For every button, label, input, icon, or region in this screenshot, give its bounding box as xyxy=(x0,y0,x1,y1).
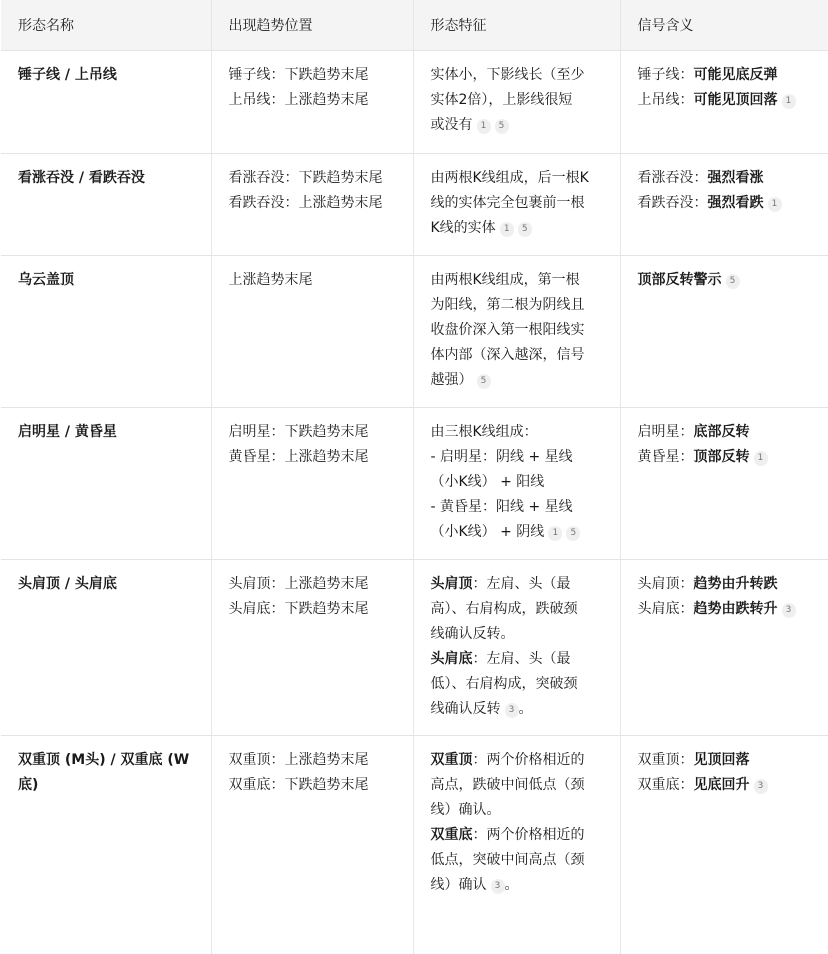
trend-position-cell xyxy=(211,560,413,736)
citation-badge[interactable]: 5 xyxy=(495,119,509,134)
feature-end-punct: 。 xyxy=(505,877,519,893)
position-line: 看跌吞没：上涨趋势末尾 xyxy=(229,191,396,216)
signal-value: 趋势由升转跌 xyxy=(694,576,778,592)
header-trend-position: 出现趋势位置 xyxy=(211,0,413,51)
feature-bold-term: 头肩底 xyxy=(431,651,473,667)
signal-value: 强烈看涨 xyxy=(708,170,764,186)
feature-line: 收盘价深入第一根阳线实 xyxy=(431,318,603,343)
feature-bold-term: 头肩顶 xyxy=(431,576,473,592)
signal-cell xyxy=(620,408,828,560)
citation-badge[interactable]: 3 xyxy=(505,703,519,718)
citation-badge[interactable]: 5 xyxy=(566,526,580,541)
feature-cell xyxy=(413,736,620,954)
feature-line: 线确认反转。 xyxy=(431,622,603,647)
position-line: 双重底：下跌趋势末尾 xyxy=(229,773,396,798)
feature-line: 为阳线，第二根为阴线且 xyxy=(431,293,603,318)
signal-label: 看涨吞没： xyxy=(638,170,708,186)
feature-line: 实体小，下影线长（至少 xyxy=(431,63,603,88)
signal-label: 黄昏星： xyxy=(638,449,694,465)
feature-line: 低）、右肩构成，突破颈 xyxy=(431,672,603,697)
feature-bold-term: 双重顶 xyxy=(431,752,473,768)
pattern-name: 看涨吞没 / 看跌吞没 xyxy=(18,170,145,186)
header-signal-meaning: 信号含义 xyxy=(620,0,828,51)
feature-line: ：左肩、头（最 xyxy=(473,576,571,592)
pattern-name: 底) xyxy=(18,773,194,798)
trend-position-cell xyxy=(211,51,413,154)
position-line: 双重顶：上涨趋势末尾 xyxy=(229,748,396,773)
feature-line: 线的实体完全包裹前一根 xyxy=(431,191,603,216)
feature-line: 高）、右肩构成，跌破颈 xyxy=(431,597,603,622)
citation-badge[interactable]: 1 xyxy=(548,526,562,541)
signal-label: 上吊线： xyxy=(638,92,694,108)
feature-line: 高点，跌破中间低点（颈 xyxy=(431,773,603,798)
pattern-name-cell xyxy=(1,736,211,954)
feature-line: （小K线） + 阴线 xyxy=(431,524,545,540)
feature-line: 体内部（深入越深，信号 xyxy=(431,343,603,368)
feature-line: （小K线） + 阳线 xyxy=(431,470,603,495)
position-line: 上吊线：上涨趋势末尾 xyxy=(229,88,396,113)
header-pattern-feature: 形态特征 xyxy=(413,0,620,51)
signal-label: 双重顶： xyxy=(638,752,694,768)
signal-label: 双重底： xyxy=(638,777,694,793)
position-line: 启明星：下跌趋势末尾 xyxy=(229,420,396,445)
feature-line: 或没有 xyxy=(431,117,473,133)
trend-position-cell xyxy=(211,736,413,954)
signal-value: 见底回升 xyxy=(694,777,750,793)
position-line: 黄昏星：上涨趋势末尾 xyxy=(229,445,396,470)
signal-cell xyxy=(620,560,828,736)
table-row xyxy=(1,408,828,560)
table-row xyxy=(1,560,828,736)
table-row xyxy=(1,51,828,154)
feature-bold-term: 双重底 xyxy=(431,827,473,843)
signal-value: 顶部反转警示 xyxy=(638,272,722,288)
feature-line: ：左肩、头（最 xyxy=(473,651,571,667)
feature-line: - 黄昏星：阳线 + 星线 xyxy=(431,495,603,520)
signal-value: 可能见底反弹 xyxy=(694,67,778,83)
citation-badge[interactable]: 1 xyxy=(754,451,768,466)
feature-line: K线的实体 xyxy=(431,220,496,236)
signal-label: 启明星： xyxy=(638,424,694,440)
citation-badge[interactable]: 3 xyxy=(754,779,768,794)
header-pattern-name: 形态名称 xyxy=(1,0,211,51)
feature-cell xyxy=(413,256,620,408)
citation-badge[interactable]: 1 xyxy=(477,119,491,134)
pattern-name-cell xyxy=(1,256,211,408)
trend-position-cell xyxy=(211,256,413,408)
feature-line: 线确认反转 xyxy=(431,701,501,717)
citation-badge[interactable]: 1 xyxy=(782,94,796,109)
feature-cell xyxy=(413,408,620,560)
feature-line: ：两个价格相近的 xyxy=(473,827,585,843)
feature-line: 低点，突破中间高点（颈 xyxy=(431,848,603,873)
trend-position-cell xyxy=(211,408,413,560)
signal-cell xyxy=(620,256,828,408)
signal-label: 看跌吞没： xyxy=(638,195,708,211)
citation-badge[interactable]: 3 xyxy=(782,603,796,618)
pattern-name: 乌云盖顶 xyxy=(18,272,74,288)
table-row xyxy=(1,736,828,954)
position-line: 头肩顶：上涨趋势末尾 xyxy=(229,572,396,597)
signal-cell xyxy=(620,51,828,154)
feature-line: 由两根K线组成，第一根 xyxy=(431,268,603,293)
position-line: 看涨吞没：下跌趋势末尾 xyxy=(229,166,396,191)
signal-value: 顶部反转 xyxy=(694,449,750,465)
feature-cell xyxy=(413,51,620,154)
signal-label: 头肩底： xyxy=(638,601,694,617)
position-line: 头肩底：下跌趋势末尾 xyxy=(229,597,396,622)
position-line: 上涨趋势末尾 xyxy=(229,268,396,293)
signal-label: 头肩顶： xyxy=(638,576,694,592)
trend-position-cell xyxy=(211,154,413,256)
pattern-name-cell xyxy=(1,560,211,736)
feature-line: - 启明星：阴线 + 星线 xyxy=(431,445,603,470)
feature-line: 越强） xyxy=(431,372,473,388)
pattern-name: 双重顶 (M头) / 双重底 (W xyxy=(18,748,194,773)
pattern-name-cell xyxy=(1,408,211,560)
table-row xyxy=(1,256,828,408)
table-row xyxy=(1,154,828,256)
feature-line: 由两根K线组成，后一根K xyxy=(431,166,603,191)
citation-badge[interactable]: 1 xyxy=(500,222,514,237)
feature-line: 由三根K线组成： xyxy=(431,420,603,445)
pattern-name-cell xyxy=(1,51,211,154)
signal-value: 强烈看跌 xyxy=(708,195,764,211)
feature-cell xyxy=(413,560,620,736)
citation-badge[interactable]: 1 xyxy=(768,197,782,212)
signal-value: 趋势由跌转升 xyxy=(694,601,778,617)
table-header-row xyxy=(1,0,828,51)
signal-label: 锤子线： xyxy=(638,67,694,83)
feature-line: ：两个价格相近的 xyxy=(473,752,585,768)
citation-badge[interactable]: 3 xyxy=(491,879,505,894)
feature-line: 线）确认 xyxy=(431,877,487,893)
feature-end-punct: 。 xyxy=(519,701,533,717)
signal-value: 可能见顶回落 xyxy=(694,92,778,108)
signal-value: 底部反转 xyxy=(694,424,750,440)
signal-cell xyxy=(620,736,828,954)
pattern-name-cell xyxy=(1,154,211,256)
signal-value: 见顶回落 xyxy=(694,752,750,768)
pattern-name: 锤子线 / 上吊线 xyxy=(18,67,117,83)
signal-cell xyxy=(620,154,828,256)
pattern-name: 头肩顶 / 头肩底 xyxy=(18,576,117,592)
citation-badge[interactable]: 5 xyxy=(477,374,491,389)
pattern-table xyxy=(1,0,828,954)
citation-badge[interactable]: 5 xyxy=(726,274,740,289)
citation-badge[interactable]: 5 xyxy=(518,222,532,237)
position-line: 锤子线：下跌趋势末尾 xyxy=(229,63,396,88)
pattern-name: 启明星 / 黄昏星 xyxy=(18,424,117,440)
feature-line: 实体2倍），上影线很短 xyxy=(431,88,603,113)
feature-cell xyxy=(413,154,620,256)
feature-line: 线）确认。 xyxy=(431,798,603,823)
